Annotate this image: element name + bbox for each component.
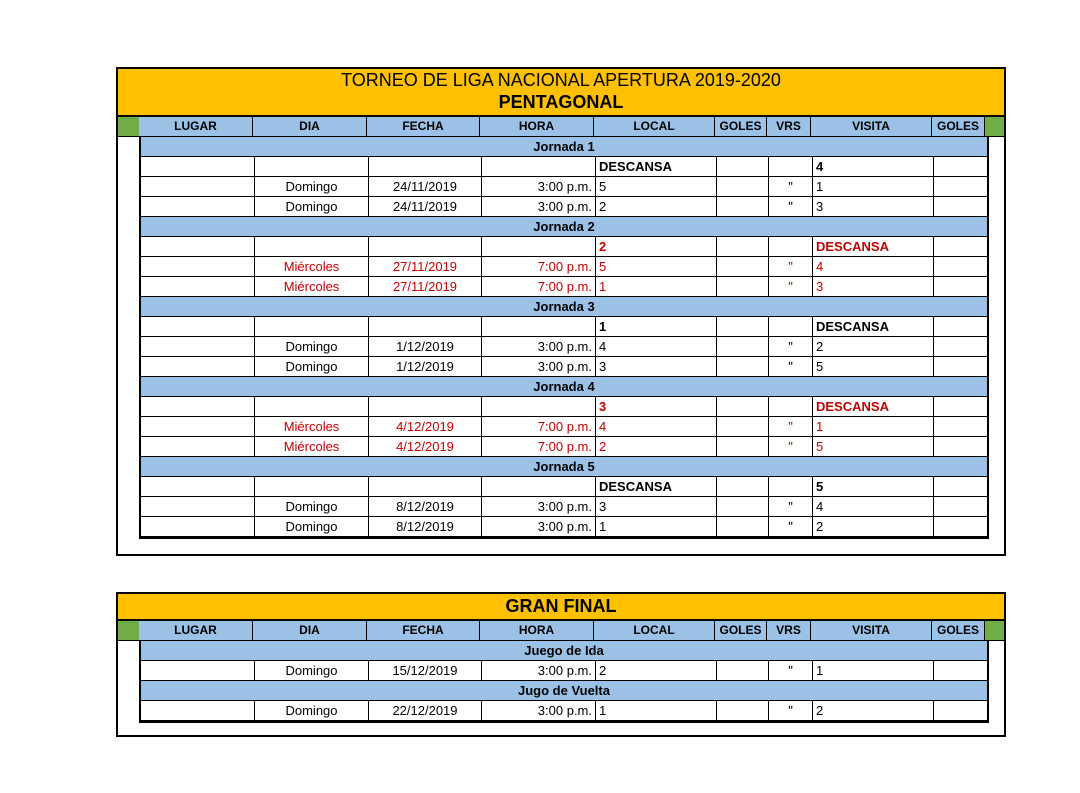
pentagonal-panel: [116, 67, 1006, 556]
cell-dia: Domingo: [255, 661, 369, 680]
cell-visita: 5: [813, 437, 934, 456]
cell-goles-visita: [934, 497, 987, 516]
cell-hora: [482, 317, 596, 336]
pentagonal-header-vrs: VRS: [767, 117, 811, 136]
cell-hora: [482, 477, 596, 496]
cell-vrs: ": [769, 277, 813, 296]
cell-goles-visita: [934, 437, 987, 456]
cell-fecha: [369, 157, 482, 176]
match-row: [141, 397, 987, 417]
final-header-goles-visita: GOLES: [932, 621, 985, 640]
match-row: [141, 277, 987, 297]
cell-hora: [482, 157, 596, 176]
cell-vrs: ": [769, 701, 813, 720]
cell-goles-local: [717, 397, 769, 416]
round-heading: Jornada 1: [141, 137, 987, 157]
cell-goles-local: [717, 157, 769, 176]
cell-visita: 1: [813, 177, 934, 196]
pentagonal-header-hora: HORA: [480, 117, 594, 136]
cell-fecha: [369, 237, 482, 256]
cell-vrs: [769, 397, 813, 416]
cell-visita: 1: [813, 661, 934, 680]
round-heading: Jornada 3: [141, 297, 987, 317]
cell-local: 1: [596, 277, 717, 296]
cell-vrs: ": [769, 437, 813, 456]
pentagonal-header-goles-visita: GOLES: [932, 117, 985, 136]
cell-vrs: ": [769, 337, 813, 356]
cell-vrs: ": [769, 517, 813, 536]
cell-local: DESCANSA: [596, 157, 717, 176]
cell-visita: 5: [813, 477, 934, 496]
cell-goles-local: [717, 237, 769, 256]
cell-goles-visita: [934, 177, 987, 196]
cell-fecha: 8/12/2019: [369, 497, 482, 516]
final-header-row: [118, 621, 1004, 641]
cell-lugar: [141, 437, 255, 456]
cell-goles-visita: [934, 397, 987, 416]
cell-goles-visita: [934, 277, 987, 296]
cell-goles-local: [717, 317, 769, 336]
cell-lugar: [141, 417, 255, 436]
cell-lugar: [141, 177, 255, 196]
cell-lugar: [141, 237, 255, 256]
cell-lugar: [141, 477, 255, 496]
cell-dia: Domingo: [255, 337, 369, 356]
cell-goles-local: [717, 661, 769, 680]
cell-fecha: [369, 317, 482, 336]
cell-dia: [255, 477, 369, 496]
cell-local: 1: [596, 701, 717, 720]
final-banner: [118, 594, 1004, 621]
final-header-lugar: LUGAR: [139, 621, 253, 640]
match-row: [141, 177, 987, 197]
match-row: [141, 517, 987, 537]
cell-fecha: 27/11/2019: [369, 277, 482, 296]
cell-goles-visita: [934, 477, 987, 496]
match-row: [141, 701, 987, 721]
cell-local: 2: [596, 437, 717, 456]
cell-goles-visita: [934, 257, 987, 276]
cell-local: 3: [596, 497, 717, 516]
cell-dia: Domingo: [255, 517, 369, 536]
final-header-hora: HORA: [480, 621, 594, 640]
pentagonal-header-lugar: LUGAR: [139, 117, 253, 136]
cell-lugar: [141, 661, 255, 680]
cell-hora: 3:00 p.m.: [482, 497, 596, 516]
cell-local: 2: [596, 197, 717, 216]
cell-goles-visita: [934, 417, 987, 436]
cell-visita: 3: [813, 277, 934, 296]
cell-local: 1: [596, 317, 717, 336]
cell-goles-visita: [934, 701, 987, 720]
cell-dia: [255, 397, 369, 416]
cell-fecha: 4/12/2019: [369, 417, 482, 436]
cell-hora: 3:00 p.m.: [482, 357, 596, 376]
cell-fecha: [369, 477, 482, 496]
cell-lugar: [141, 257, 255, 276]
cell-hora: 3:00 p.m.: [482, 177, 596, 196]
cell-goles-visita: [934, 357, 987, 376]
cell-vrs: ": [769, 177, 813, 196]
match-row: [141, 157, 987, 177]
cell-dia: Miércoles: [255, 277, 369, 296]
cell-vrs: [769, 157, 813, 176]
cell-goles-local: [717, 277, 769, 296]
match-row: [141, 477, 987, 497]
pentagonal-header-dia: DIA: [253, 117, 367, 136]
pentagonal-header-visita: VISITA: [811, 117, 932, 136]
phase-title: PENTAGONAL: [498, 92, 624, 112]
cell-local: DESCANSA: [596, 477, 717, 496]
cell-hora: 3:00 p.m.: [482, 701, 596, 720]
final-title: GRAN FINAL: [505, 596, 617, 616]
final-header-goles-local: GOLES: [715, 621, 767, 640]
pentagonal-header-local: LOCAL: [594, 117, 715, 136]
cell-lugar: [141, 497, 255, 516]
cell-hora: 7:00 p.m.: [482, 257, 596, 276]
cell-fecha: 15/12/2019: [369, 661, 482, 680]
cell-hora: 7:00 p.m.: [482, 277, 596, 296]
cell-visita: 2: [813, 337, 934, 356]
round-heading: Jornada 2: [141, 217, 987, 237]
cell-goles-local: [717, 437, 769, 456]
pentagonal-header-fecha: FECHA: [367, 117, 480, 136]
cell-lugar: [141, 277, 255, 296]
cell-hora: 7:00 p.m.: [482, 417, 596, 436]
cell-goles-local: [717, 497, 769, 516]
cell-goles-visita: [934, 237, 987, 256]
cell-hora: 3:00 p.m.: [482, 197, 596, 216]
cell-lugar: [141, 197, 255, 216]
cell-visita: DESCANSA: [813, 237, 934, 256]
cell-local: 2: [596, 237, 717, 256]
cell-visita: DESCANSA: [813, 317, 934, 336]
cell-local: 3: [596, 397, 717, 416]
final-header-local: LOCAL: [594, 621, 715, 640]
cell-goles-local: [717, 337, 769, 356]
cell-lugar: [141, 701, 255, 720]
cell-visita: 1: [813, 417, 934, 436]
round-heading: Jugo de Vuelta: [141, 681, 987, 701]
cell-goles-visita: [934, 317, 987, 336]
match-row: [141, 237, 987, 257]
match-row: [141, 437, 987, 457]
cell-dia: [255, 317, 369, 336]
round-heading: Jornada 4: [141, 377, 987, 397]
cell-local: 3: [596, 357, 717, 376]
match-row: [141, 337, 987, 357]
cell-goles-local: [717, 517, 769, 536]
cell-hora: 3:00 p.m.: [482, 661, 596, 680]
cell-goles-local: [717, 357, 769, 376]
final-header-vrs: VRS: [767, 621, 811, 640]
cell-fecha: 27/11/2019: [369, 257, 482, 276]
final-header-visita: VISITA: [811, 621, 932, 640]
match-row: [141, 661, 987, 681]
match-row: [141, 357, 987, 377]
cell-visita: 4: [813, 157, 934, 176]
cell-goles-local: [717, 177, 769, 196]
round-heading: Juego de Ida: [141, 641, 987, 661]
cell-fecha: 24/11/2019: [369, 177, 482, 196]
cell-hora: 3:00 p.m.: [482, 337, 596, 356]
tournament-title: TORNEO DE LIGA NACIONAL APERTURA 2019-2020: [341, 70, 781, 90]
pentagonal-header-row: [118, 117, 1004, 137]
cell-vrs: ": [769, 197, 813, 216]
cell-visita: 4: [813, 257, 934, 276]
match-row: [141, 497, 987, 517]
cell-goles-visita: [934, 197, 987, 216]
cell-lugar: [141, 397, 255, 416]
cell-goles-local: [717, 257, 769, 276]
match-row: [141, 197, 987, 217]
cell-fecha: 24/11/2019: [369, 197, 482, 216]
cell-fecha: 1/12/2019: [369, 357, 482, 376]
cell-goles-visita: [934, 157, 987, 176]
cell-visita: 4: [813, 497, 934, 516]
cell-goles-visita: [934, 517, 987, 536]
cell-local: 1: [596, 517, 717, 536]
cell-dia: Miércoles: [255, 257, 369, 276]
cell-lugar: [141, 517, 255, 536]
cell-vrs: [769, 317, 813, 336]
cell-fecha: 1/12/2019: [369, 337, 482, 356]
cell-goles-local: [717, 417, 769, 436]
cell-dia: Domingo: [255, 177, 369, 196]
cell-hora: 3:00 p.m.: [482, 517, 596, 536]
cell-goles-local: [717, 701, 769, 720]
cell-lugar: [141, 317, 255, 336]
final-header-fecha: FECHA: [367, 621, 480, 640]
cell-goles-visita: [934, 337, 987, 356]
cell-vrs: ": [769, 257, 813, 276]
cell-goles-visita: [934, 661, 987, 680]
cell-dia: Domingo: [255, 701, 369, 720]
cell-visita: DESCANSA: [813, 397, 934, 416]
cell-vrs: ": [769, 357, 813, 376]
match-row: [141, 417, 987, 437]
cell-dia: Miércoles: [255, 437, 369, 456]
cell-fecha: 22/12/2019: [369, 701, 482, 720]
cell-local: 5: [596, 257, 717, 276]
cell-dia: Domingo: [255, 357, 369, 376]
cell-local: 2: [596, 661, 717, 680]
final-panel: [116, 592, 1006, 737]
cell-lugar: [141, 357, 255, 376]
final-schedule-table: [139, 641, 989, 723]
cell-visita: 3: [813, 197, 934, 216]
cell-lugar: [141, 157, 255, 176]
cell-vrs: ": [769, 661, 813, 680]
pentagonal-banner: [118, 69, 1004, 117]
cell-dia: [255, 237, 369, 256]
pentagonal-header-goles-local: GOLES: [715, 117, 767, 136]
cell-visita: 2: [813, 517, 934, 536]
cell-vrs: ": [769, 417, 813, 436]
cell-fecha: [369, 397, 482, 416]
cell-hora: [482, 397, 596, 416]
cell-visita: 5: [813, 357, 934, 376]
cell-vrs: [769, 477, 813, 496]
cell-visita: 2: [813, 701, 934, 720]
cell-lugar: [141, 337, 255, 356]
match-row: [141, 257, 987, 277]
pentagonal-schedule-table: [139, 137, 989, 539]
cell-hora: [482, 237, 596, 256]
cell-goles-local: [717, 197, 769, 216]
cell-local: 4: [596, 417, 717, 436]
cell-goles-local: [717, 477, 769, 496]
cell-vrs: [769, 237, 813, 256]
cell-hora: 7:00 p.m.: [482, 437, 596, 456]
cell-fecha: 8/12/2019: [369, 517, 482, 536]
cell-local: 5: [596, 177, 717, 196]
cell-dia: [255, 157, 369, 176]
cell-dia: Domingo: [255, 197, 369, 216]
cell-dia: Miércoles: [255, 417, 369, 436]
cell-fecha: 4/12/2019: [369, 437, 482, 456]
match-row: [141, 317, 987, 337]
round-heading: Jornada 5: [141, 457, 987, 477]
cell-vrs: ": [769, 497, 813, 516]
cell-local: 4: [596, 337, 717, 356]
cell-dia: Domingo: [255, 497, 369, 516]
final-header-dia: DIA: [253, 621, 367, 640]
